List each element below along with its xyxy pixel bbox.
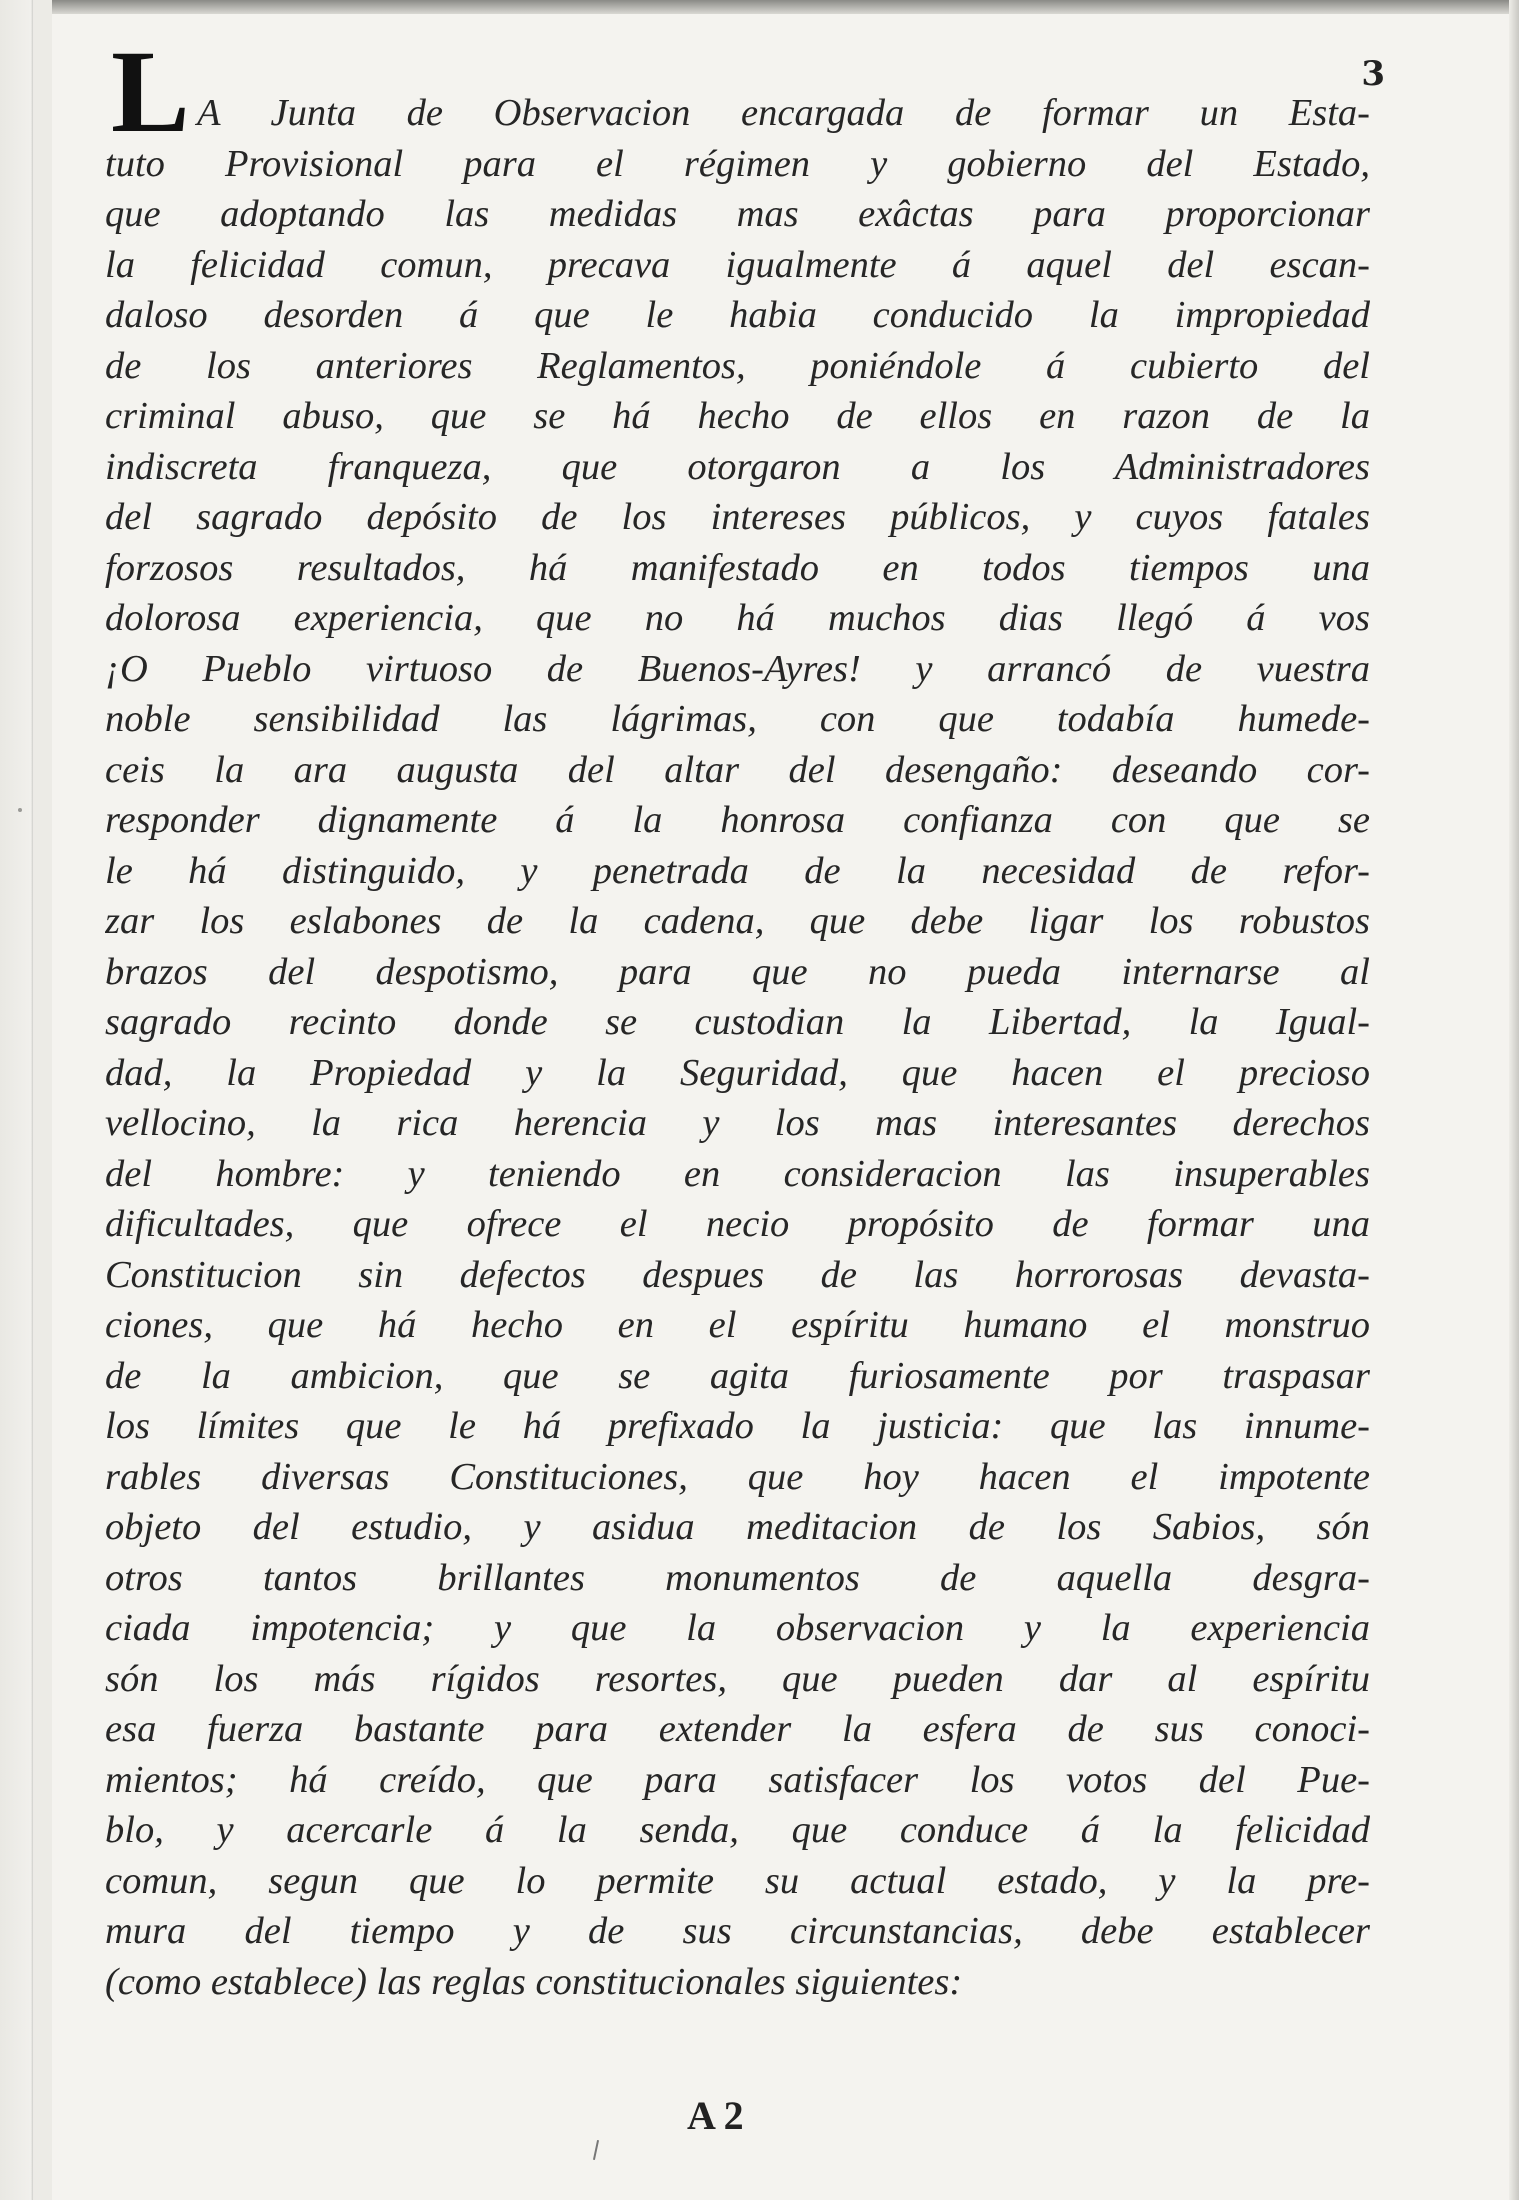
text-line: ciones, que há hecho en el espíritu humano el monstruo [105, 1304, 1370, 1346]
scan-edge-right [1509, 0, 1519, 2200]
text-line: mura del tiempo y de sus circunstancias, debe establecer [105, 1910, 1370, 1952]
text-line: del sagrado depósito de los intereses públicos, y cuyos fatales [105, 496, 1370, 538]
text-line: ceis la ara augusta del altar del desengaño: deseando cor- [105, 748, 1370, 791]
text-line: criminal abuso, que se há hecho de ellos en razon de la [105, 395, 1370, 437]
drop-cap-initial: L [111, 26, 192, 157]
printer-signature-mark: A 2 [687, 2093, 744, 2138]
text-line: la felicidad comun, precava igualmente á aquel del escan- [105, 243, 1370, 286]
text-line: (como establece) las reglas constitucionales siguientes: [105, 1960, 963, 2003]
text-line: indiscreta franqueza, que otorgaron a los Administradores [105, 445, 1370, 488]
text-line: dad, la Propiedad y la Seguridad, que hacen el precioso [105, 1051, 1370, 1094]
text-line: otros tantos brillantes monumentos de aquella desgra- [105, 1556, 1370, 1599]
text-line: tuto Provisional para el régimen y gobierno del Estado, [105, 142, 1370, 185]
text-line: són los más rígidos resortes, que pueden dar al espíritu [105, 1657, 1370, 1700]
document-page [105, 26, 1385, 2180]
scan-edge-top [0, 0, 1519, 14]
text-line: vellocino, la rica herencia y los mas interesantes derechos [105, 1102, 1370, 1144]
text-line: del hombre: y teniendo en consideracion las insuperables [105, 1152, 1370, 1195]
text-line: noble sensibilidad las lágrimas, con que todabía humede- [105, 698, 1370, 740]
text-line: de los anteriores Reglamentos, poniéndole á cubierto del [105, 344, 1370, 387]
text-line: los límites que le há prefixado la justicia: que las innume- [105, 1405, 1370, 1447]
text-line: A Junta de Observacion encargada de formar un Esta- [197, 92, 1370, 134]
text-line: ciada impotencia; y que la observacion y la experiencia [105, 1607, 1370, 1649]
body-paragraph [105, 88, 1370, 2007]
text-line: blo, y acercarle á la senda, que conduce á la felicidad [105, 1809, 1370, 1851]
text-line: Constitucion sin defectos despues de las horrorosas devasta- [105, 1253, 1370, 1296]
text-line: ¡O Pueblo virtuoso de Buenos-Ayres! y arrancó de vuestra [105, 647, 1370, 690]
text-line: zar los eslabones de la cadena, que debe ligar los robustos [105, 900, 1370, 942]
text-line: responder dignamente á la honrosa confianza con que se [105, 799, 1370, 841]
text-line: brazos del despotismo, para que no pueda internarse al [105, 950, 1370, 993]
text-line: forzosos resultados, há manifestado en todos tiempos una [105, 546, 1370, 589]
text-line: esa fuerza bastante para extender la esfera de sus conoci- [105, 1708, 1370, 1750]
paper-speck [18, 808, 22, 812]
text-line: que adoptando las medidas mas exâctas para proporcionar [105, 193, 1370, 235]
text-line: objeto del estudio, y asidua meditacion de los Sabios, són [105, 1506, 1370, 1548]
text-line: mientos; há creído, que para satisfacer los votos del Pue- [105, 1758, 1370, 1801]
text-line: dolorosa experiencia, que no há muchos dias llegó á vos [105, 597, 1370, 639]
text-line: daloso desorden á que le habia conducido la impropiedad [105, 294, 1370, 336]
text-line: comun, segun que lo permite su actual estado, y la pre- [105, 1859, 1370, 1902]
text-line: rables diversas Constituciones, que hoy hacen el impotente [105, 1455, 1370, 1498]
text-line: le há distinguido, y penetrada de la necesidad de refor- [105, 849, 1370, 892]
text-line: de la ambicion, que se agita furiosamente por traspasar [105, 1354, 1370, 1397]
page-number: 3 [1361, 54, 1385, 94]
text-line: dificultades, que ofrece el necio propósito de formar una [105, 1203, 1370, 1245]
text-line: sagrado recinto donde se custodian la Libertad, la Igual- [105, 1001, 1370, 1043]
scan-edge-left [0, 0, 52, 2200]
